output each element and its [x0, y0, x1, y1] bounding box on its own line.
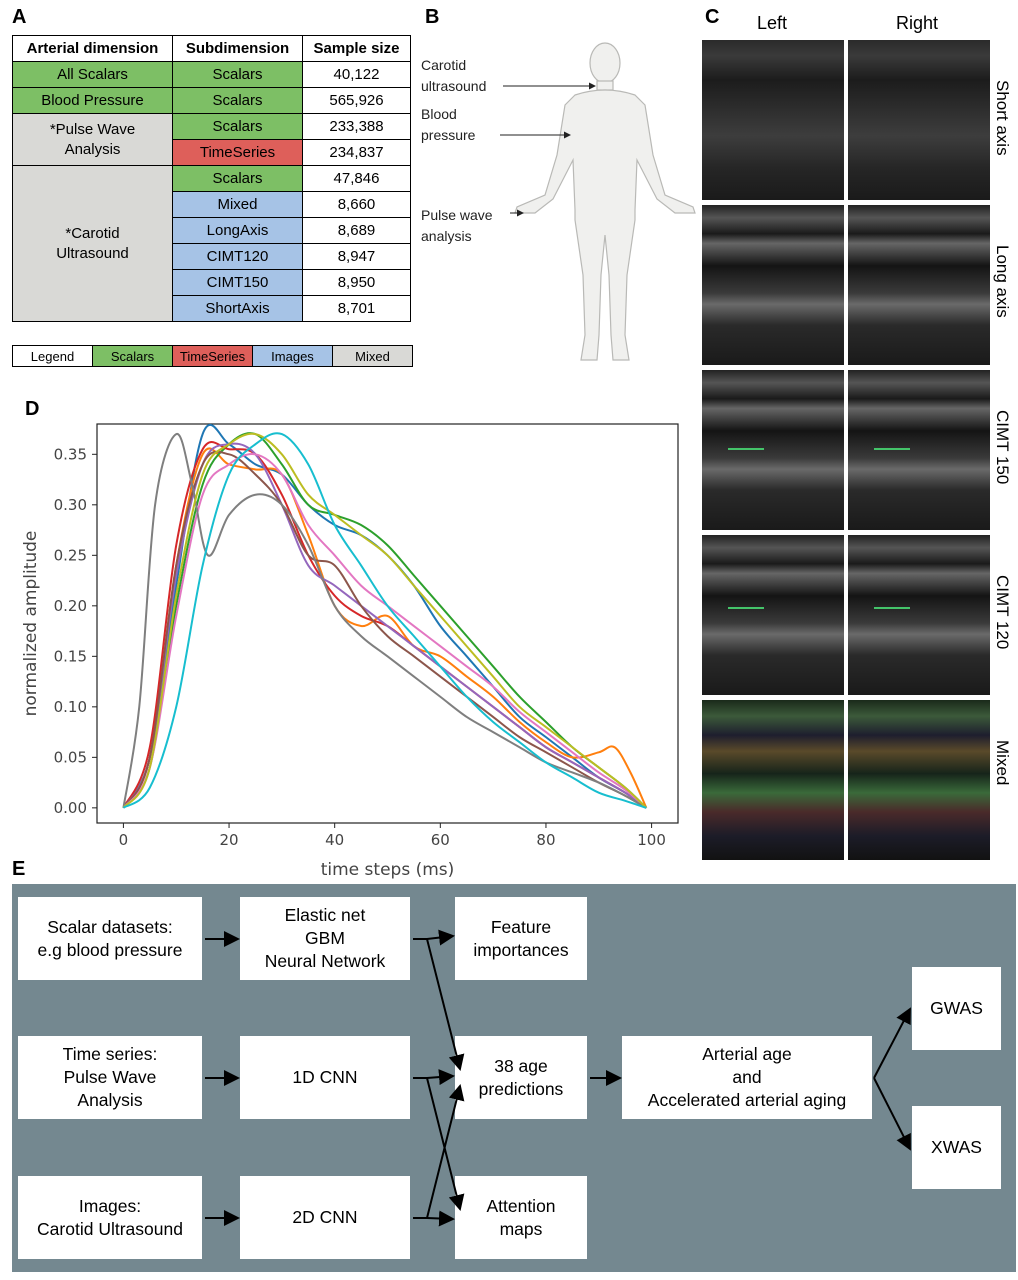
box-1d-cnn: 1D CNN	[240, 1036, 410, 1119]
subdimension-cell: CIMT150	[173, 270, 303, 296]
subdimension-cell: Scalars	[173, 88, 303, 114]
color-legend	[12, 345, 413, 367]
subdimension-cell: Scalars	[173, 166, 303, 192]
label-carotid-ultrasound: Carotid ultrasound	[421, 57, 487, 94]
legend-timeseries: TimeSeries	[173, 346, 253, 367]
header-arterial-dimension: Arterial dimension	[13, 36, 173, 62]
subdimension-cell: ShortAxis	[173, 296, 303, 322]
y-tick-label: 0.35	[53, 445, 87, 464]
y-tick-label: 0.20	[53, 596, 87, 615]
x-tick-label: 60	[430, 831, 450, 849]
measurement-line	[874, 448, 910, 450]
y-tick-label: 0.30	[53, 495, 87, 514]
label-pulse-wave-analysis: Pulse wave analysis	[421, 207, 493, 244]
sample-size-cell: 8,950	[303, 270, 411, 296]
pipeline-arrows	[12, 884, 1016, 1272]
y-tick-label: 0.05	[53, 748, 87, 767]
y-axis-label: normalized amplitude	[21, 530, 41, 717]
dimension-cell: Blood Pressure	[13, 88, 173, 114]
panel-letter-d: D	[25, 398, 40, 420]
ultrasound-image	[702, 205, 844, 365]
x-tick-label: 20	[219, 831, 239, 849]
ultrasound-image	[702, 40, 844, 200]
box-age-predictions: 38 age predictions	[455, 1036, 587, 1119]
dimension-cell: *Carotid Ultrasound	[13, 166, 173, 322]
ultrasound-image	[848, 40, 990, 200]
column-title-left: Left	[757, 13, 788, 33]
subdimension-cell: Mixed	[173, 192, 303, 218]
subdimension-cell: LongAxis	[173, 218, 303, 244]
sample-size-cell: 234,837	[303, 140, 411, 166]
box-arterial-age: Arterial age and Accelerated arterial aging	[622, 1036, 872, 1119]
box-models: Elastic net GBM Neural Network	[240, 897, 410, 980]
header-subdimension: Subdimension	[173, 36, 303, 62]
x-axis-label: time steps (ms)	[320, 860, 455, 880]
y-tick-label: 0.10	[53, 697, 87, 716]
subdimension-cell: Scalars	[173, 114, 303, 140]
legend-images: Images	[253, 346, 333, 367]
ultrasound-image	[848, 205, 990, 365]
measurement-line	[728, 448, 764, 450]
table-row	[13, 166, 411, 192]
column-title-right: Right	[896, 13, 939, 33]
row-title: CIMT 150	[993, 410, 1012, 485]
sample-size-cell: 40,122	[303, 62, 411, 88]
measurement-line	[728, 607, 764, 609]
sample-size-cell: 8,689	[303, 218, 411, 244]
ultrasound-image	[848, 370, 990, 530]
y-tick-label: 0.25	[53, 546, 87, 565]
dimension-cell: All Scalars	[13, 62, 173, 88]
b-arrows	[495, 70, 605, 230]
box-scalar-datasets: Scalar datasets: e.g blood pressure	[18, 897, 202, 980]
subdimension-cell: TimeSeries	[173, 140, 303, 166]
label-blood-pressure: Blood pressure	[421, 106, 476, 143]
x-tick-label: 80	[536, 831, 556, 849]
panel-letter-c: C	[705, 6, 720, 28]
pipeline-diagram	[12, 884, 1016, 1272]
dataset-table	[12, 35, 411, 322]
box-images: Images: Carotid Ultrasound	[18, 1176, 202, 1259]
panel-letter-e: E	[12, 858, 26, 880]
sample-size-cell: 8,701	[303, 296, 411, 322]
sample-size-cell: 565,926	[303, 88, 411, 114]
sample-size-cell: 8,660	[303, 192, 411, 218]
row-title: Mixed	[993, 740, 1012, 786]
legend-scalars: Scalars	[93, 346, 173, 367]
pulse-wave-chart	[0, 400, 700, 880]
box-gwas: GWAS	[912, 967, 1001, 1050]
plot-frame	[97, 424, 678, 823]
ultrasound-image	[702, 370, 844, 530]
panel-letter-b: B	[425, 6, 440, 28]
sample-size-cell: 233,388	[303, 114, 411, 140]
box-feature-importances: Feature importances	[455, 897, 587, 980]
legend-mixed: Mixed	[333, 346, 413, 367]
subdimension-cell: CIMT120	[173, 244, 303, 270]
table-row	[13, 88, 411, 114]
panel-letter-a: A	[12, 6, 27, 28]
sample-size-cell: 8,947	[303, 244, 411, 270]
box-time-series: Time series: Pulse Wave Analysis	[18, 1036, 202, 1119]
y-tick-label: 0.15	[53, 647, 87, 666]
row-title: Short axis	[993, 80, 1012, 156]
legend-title: Legend	[13, 346, 93, 367]
table-row	[13, 62, 411, 88]
x-tick-label: 40	[325, 831, 345, 849]
row-title: CIMT 120	[993, 575, 1012, 650]
dimension-cell: *Pulse Wave Analysis	[13, 114, 173, 166]
box-xwas: XWAS	[912, 1106, 1001, 1189]
box-2d-cnn: 2D CNN	[240, 1176, 410, 1259]
header-sample-size: Sample size	[303, 36, 411, 62]
x-tick-label: 100	[637, 831, 666, 849]
y-tick-label: 0.00	[53, 798, 87, 817]
ultrasound-image	[702, 535, 844, 695]
sample-size-cell: 47,846	[303, 166, 411, 192]
subdimension-cell: Scalars	[173, 62, 303, 88]
ultrasound-image	[702, 700, 844, 860]
x-tick-label: 0	[118, 831, 129, 849]
box-attention-maps: Attention maps	[455, 1176, 587, 1259]
ultrasound-image	[848, 535, 990, 695]
measurement-line	[874, 607, 910, 609]
row-title: Long axis	[993, 245, 1012, 318]
table-row	[13, 114, 411, 140]
ultrasound-image	[848, 700, 990, 860]
